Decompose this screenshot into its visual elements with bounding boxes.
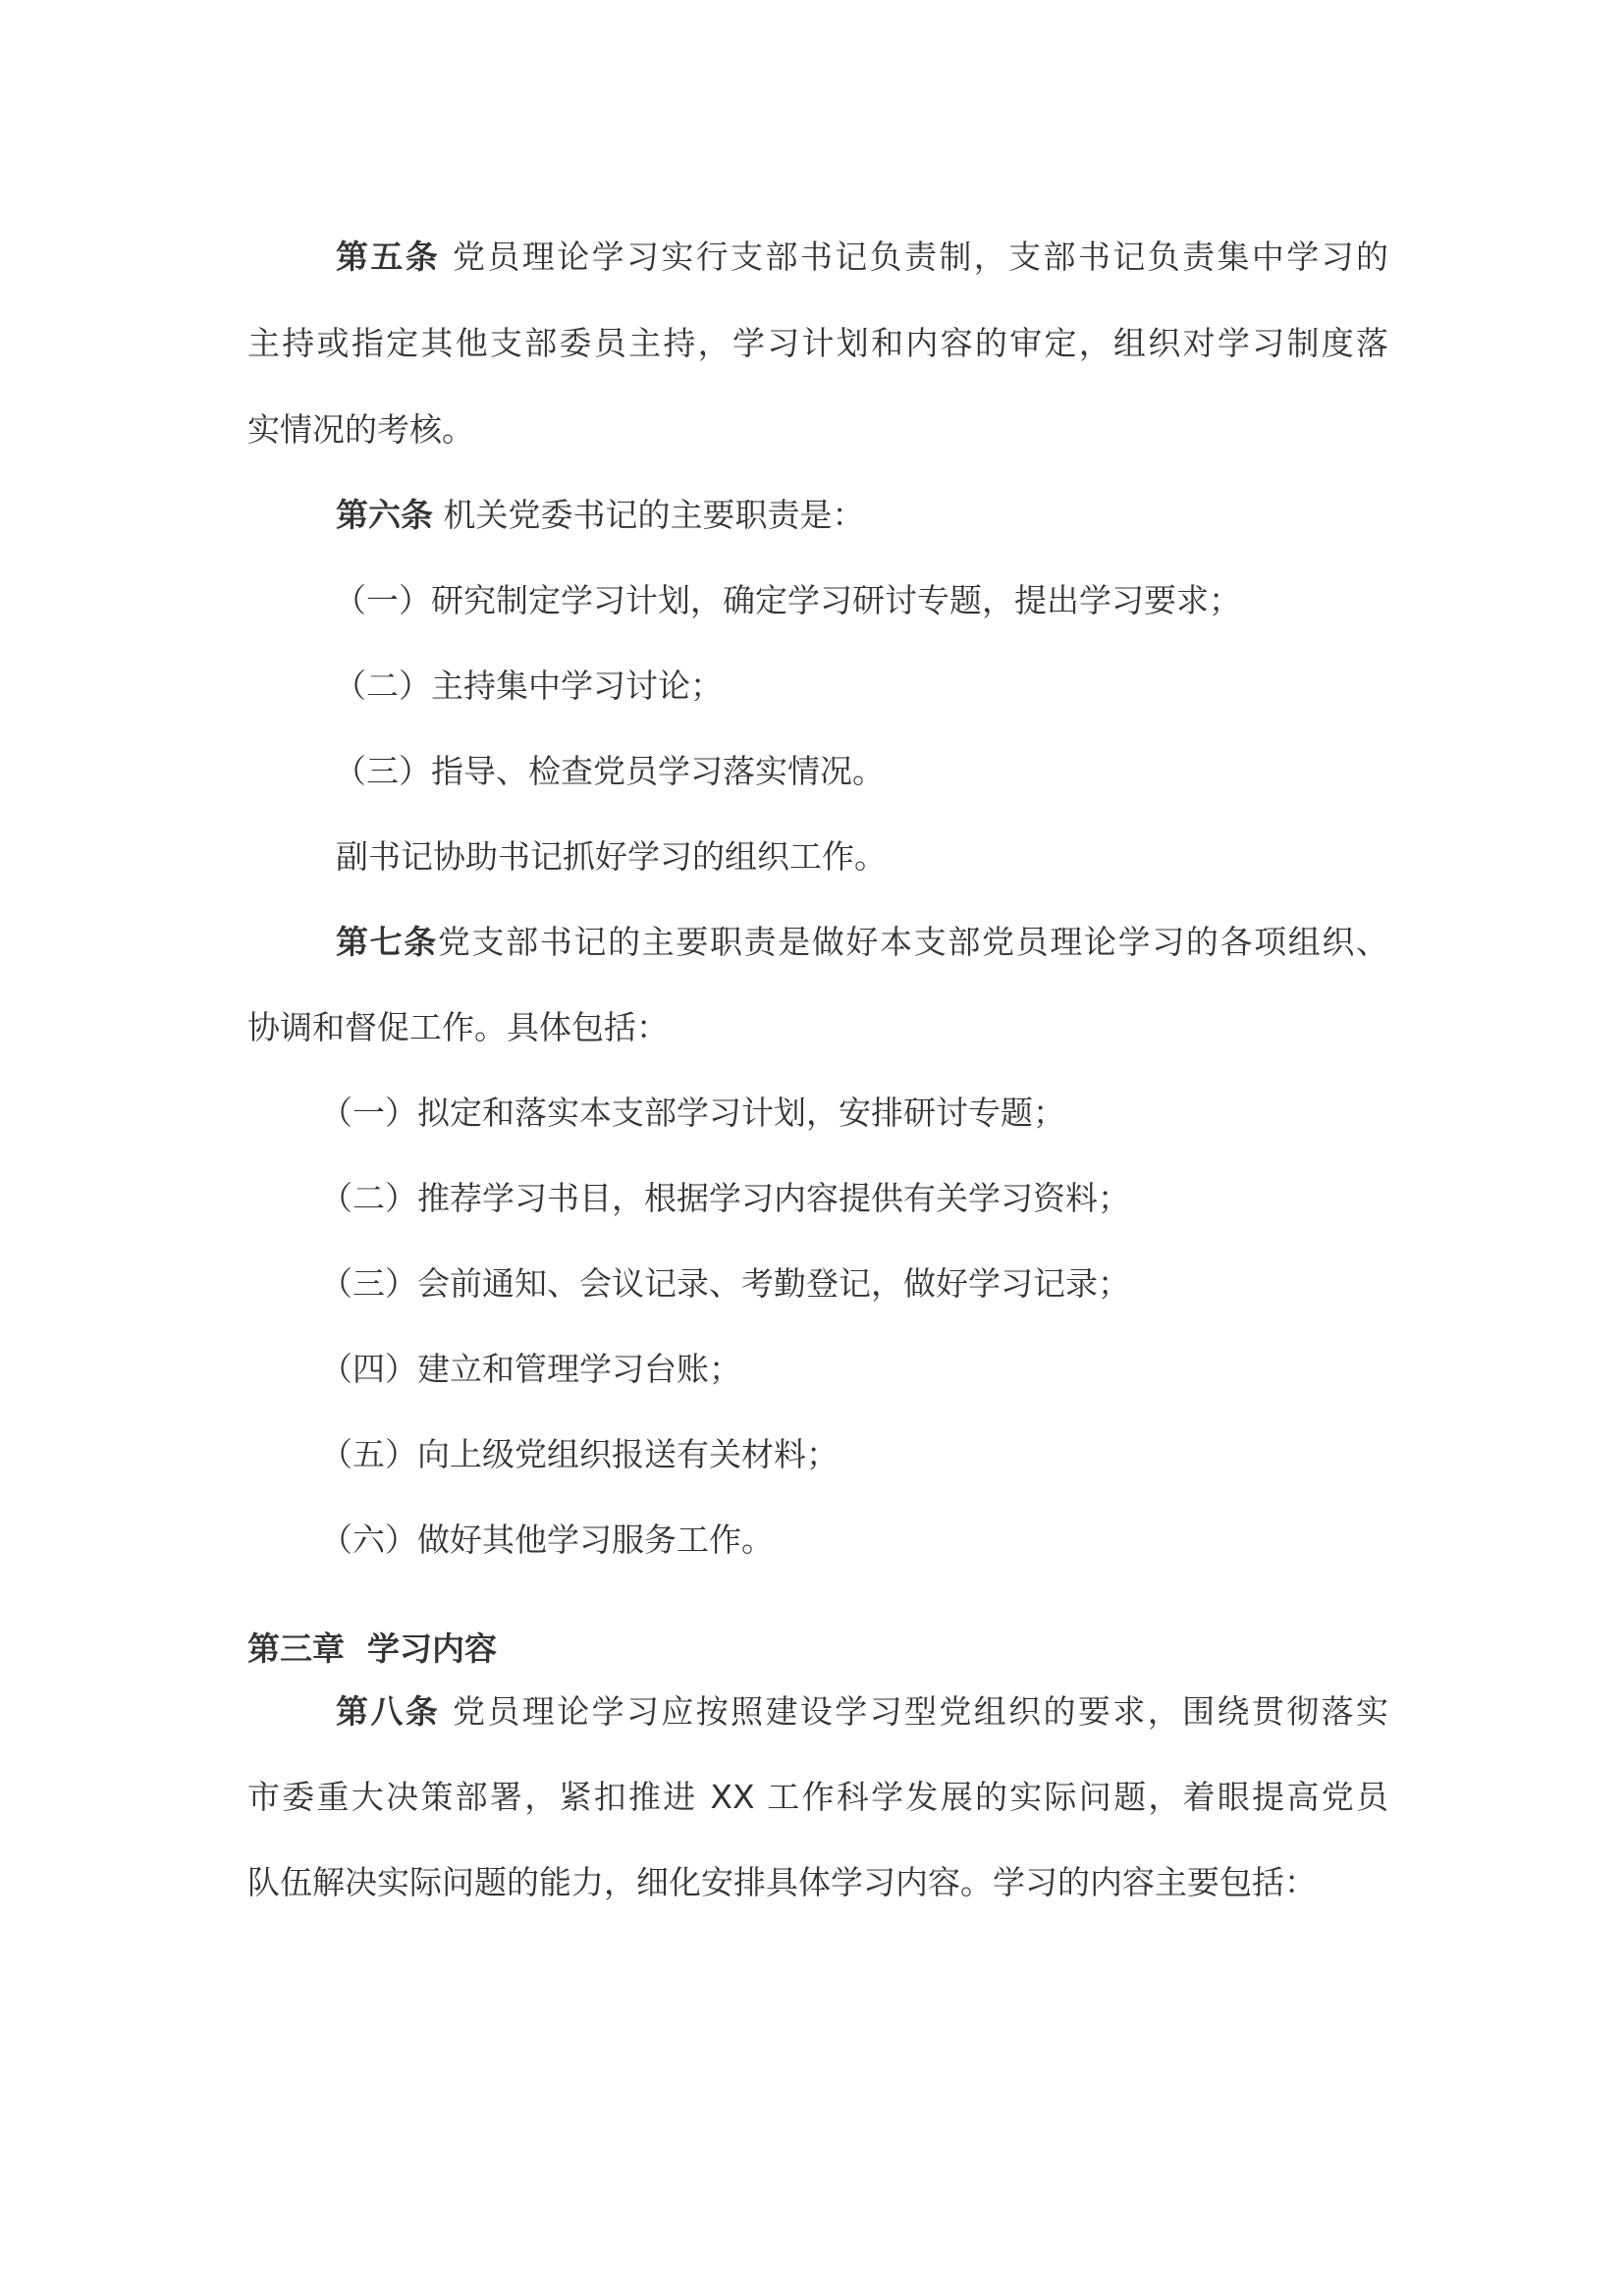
article-7-item-2: （二）推荐学习书目，根据学习内容提供有关学习资料； bbox=[320, 1179, 1130, 1217]
article-7-item-5: （五）向上级党组织报送有关材料； bbox=[320, 1435, 839, 1473]
article-6-text: 机关党委书记的主要职责是： bbox=[443, 496, 865, 534]
chapter-3-heading: 第三章 学习内容 bbox=[247, 1629, 497, 1668]
article-8-text: 党员理论学习应按照建设学习型党组织的要求，围绕贯彻落实 bbox=[453, 1692, 1388, 1731]
article-7-label: 第七条 bbox=[336, 923, 438, 961]
article-6-line bbox=[336, 496, 865, 535]
article-5-label: 第五条 bbox=[336, 238, 441, 276]
article-7-item-6: （六）做好其他学习服务工作。 bbox=[320, 1521, 774, 1559]
article-5-line-2: 主持或指定其他支部委员主持，学习计划和内容的审定，组织对学习制度落 bbox=[247, 324, 1388, 362]
article-5-line-3: 实情况的考核。 bbox=[247, 410, 474, 449]
article-8-line-3: 队伍解决实际问题的能力，细化安排具体学习内容。学习的内容主要包括： bbox=[247, 1863, 1317, 1901]
article-7-line-2: 协调和督促工作。具体包括： bbox=[247, 1008, 669, 1046]
article-7-text: 党支部书记的主要职责是做好本支部党员理论学习的各项组织、 bbox=[437, 923, 1389, 961]
article-7-item-1: （一）拟定和落实本支部学习计划，安排研讨专题； bbox=[320, 1094, 1065, 1132]
article-6-item-1: （一）研究制定学习计划，确定学习研讨专题，提出学习要求； bbox=[334, 581, 1241, 619]
article-6-deputy: 副书记协助书记抓好学习的组织工作。 bbox=[336, 837, 887, 876]
article-8-line-2: 市委重大决策部署，紧扣推进 XX 工作科学发展的实际问题，着眼提高党员 bbox=[247, 1778, 1388, 1816]
article-7-line-1 bbox=[336, 923, 1388, 962]
article-8-label: 第八条 bbox=[336, 1692, 441, 1731]
article-7-item-3: （三）会前通知、会议记录、考勤登记，做好学习记录； bbox=[320, 1264, 1130, 1303]
article-5-line-1 bbox=[336, 238, 1388, 277]
article-6-item-2: （二）主持集中学习讨论； bbox=[334, 667, 723, 705]
article-7-item-4: （四）建立和管理学习台账； bbox=[320, 1350, 741, 1388]
article-6-label: 第六条 bbox=[336, 496, 433, 534]
article-6-item-3: （三）指导、检查党员学习落实情况。 bbox=[334, 752, 885, 790]
article-5-text: 党员理论学习实行支部书记负责制，支部书记负责集中学习的 bbox=[453, 238, 1388, 276]
article-8-line-1 bbox=[336, 1692, 1388, 1732]
